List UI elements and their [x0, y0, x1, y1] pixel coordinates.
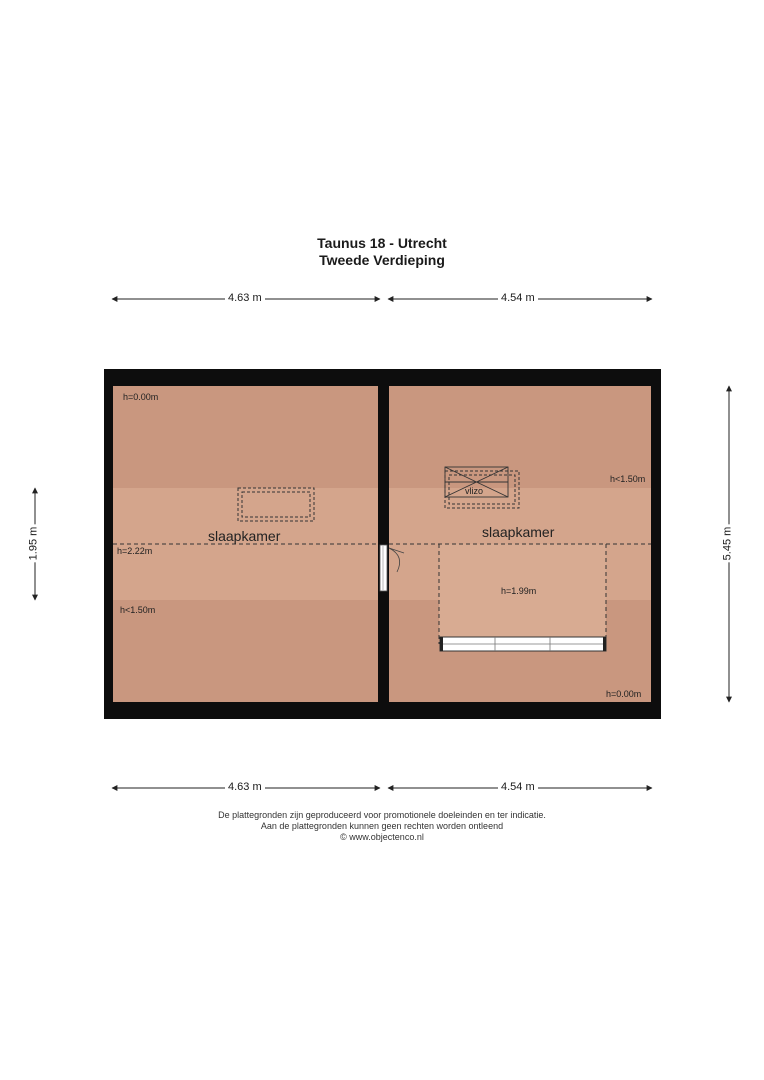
dividing-wall	[378, 386, 389, 702]
right-room-height-bottom: h=0.00m	[606, 689, 642, 699]
left-room-name: slaapkamer	[208, 528, 281, 544]
dimension-bottom-left: 4.63 m	[225, 781, 265, 794]
dimension-bottom-right: 4.54 m	[498, 781, 538, 794]
copyright-link[interactable]: © www.objectenco.nl	[340, 832, 424, 842]
dormer-window	[440, 637, 606, 651]
dimension-right: 5.45 m	[721, 526, 734, 561]
page-title: Taunus 18 - Utrecht	[317, 235, 447, 251]
right-room-height-low: h<1.50m	[610, 474, 646, 484]
left-room-height-top: h=0.00m	[123, 392, 159, 402]
right-room-name: slaapkamer	[482, 524, 555, 540]
right-room-floor	[389, 386, 651, 702]
disclaimer-line-1: De plattegronden zijn geproduceerd voor promotionele doeleinden en ter indicatie.	[218, 810, 546, 820]
floor-subtitle: Tweede Verdieping	[319, 252, 445, 268]
dimension-top-right: 4.54 m	[498, 292, 538, 305]
left-room-height-mid: h=2.22m	[117, 546, 153, 556]
disclaimer-line-2: Aan de plattegronden kunnen geen rechten worden ontleend	[260, 821, 504, 831]
right-room-height-dormer: h=1.99m	[501, 586, 537, 596]
dimension-left: 1.95 m	[27, 526, 40, 561]
hatch-label: vlizo	[465, 486, 484, 496]
dimension-top-left: 4.63 m	[225, 292, 265, 305]
left-room-height-low: h<1.50m	[120, 605, 156, 615]
